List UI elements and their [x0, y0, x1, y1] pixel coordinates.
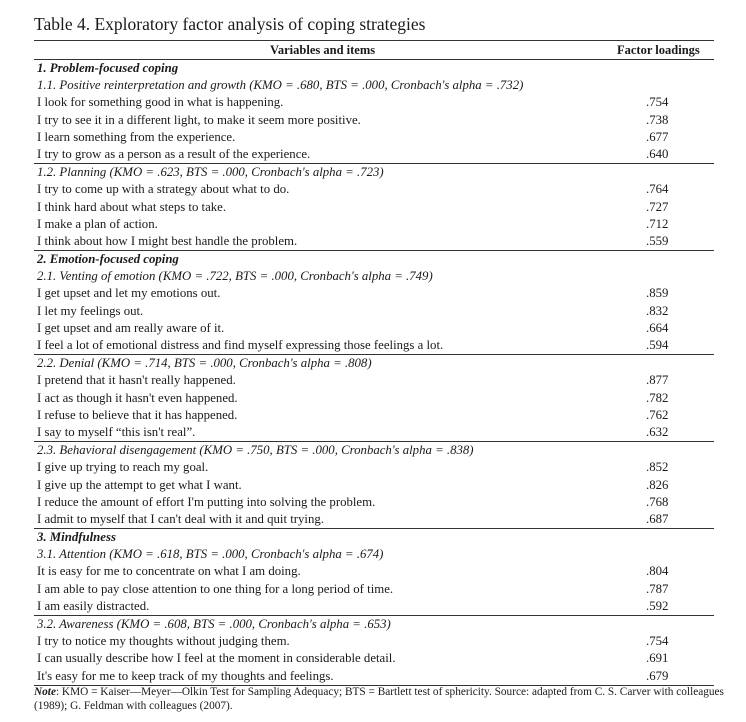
table-row [34, 129, 714, 146]
table-row [34, 285, 714, 302]
table-row [34, 233, 714, 251]
row-label: I make a plan of action. [37, 216, 158, 231]
row-label: 3.2. Awareness (KMO = .608, BTS = .000, Cronbach's alpha = .653) [37, 617, 391, 631]
factor-loading-value: .559 [646, 233, 669, 248]
table-row [34, 337, 714, 355]
row-label: I get upset and am really aware of it. [37, 320, 225, 335]
table-caption: Table 4. Exploratory factor analysis of coping strategies [34, 14, 426, 34]
section-heading-row [34, 529, 714, 546]
factor-loading-value: .764 [646, 182, 669, 197]
subscale-heading-row [34, 77, 714, 94]
table-row [34, 563, 714, 580]
table-body [34, 60, 714, 686]
factor-loading-value: .632 [646, 424, 669, 439]
row-label: 2.1. Venting of emotion (KMO = .722, BTS = .000, Cronbach's alpha = .749) [37, 269, 433, 284]
row-label: I say to myself “this isn't real”. [37, 424, 196, 439]
row-label: I am easily distracted. [37, 598, 150, 613]
factor-loading-value: .804 [646, 564, 669, 579]
row-label: I can usually describe how I feel at the moment in considerable detail. [37, 651, 396, 666]
factor-loading-value: .640 [646, 146, 669, 161]
row-label: I try to notice my thoughts without judging them. [37, 634, 290, 649]
factor-loading-value: .727 [646, 199, 669, 214]
factor-loading-value: .664 [646, 320, 669, 335]
section-heading-row [34, 60, 714, 77]
table-row [34, 407, 714, 424]
subscale-heading-row [34, 442, 714, 459]
row-label: 3. Mindfulness [37, 530, 116, 545]
factor-loading-value: .738 [646, 112, 669, 127]
subscale-heading-row [34, 164, 714, 181]
row-label: 1.2. Planning (KMO = .623, BTS = .000, Cronbach's alpha = .723) [37, 165, 384, 180]
table-row [34, 216, 714, 233]
table-row [34, 650, 714, 667]
row-label: I pretend that it hasn't really happened. [37, 373, 236, 388]
factor-loading-value: .832 [646, 303, 669, 318]
factor-loading-value: .677 [646, 129, 669, 144]
row-label: I give up trying to reach my goal. [37, 460, 209, 475]
table-row [34, 598, 714, 616]
column-header-variables: Variables and items [270, 43, 376, 57]
row-label: 2.2. Denial (KMO = .714, BTS = .000, Cronbach's alpha = .808) [37, 356, 372, 371]
row-label: I am able to pay close attention to one thing for a long period of time. [37, 581, 394, 596]
factor-loading-value: .762 [646, 407, 669, 422]
row-label: I refuse to believe that it has happened. [37, 407, 238, 422]
factor-loading-value: .592 [646, 598, 669, 613]
row-label: I let my feelings out. [37, 303, 144, 318]
factor-loading-value: .852 [646, 460, 669, 475]
factor-loading-value: .754 [646, 95, 669, 110]
table-row [34, 199, 714, 216]
subscale-heading-row [34, 616, 714, 633]
column-header-loadings: Factor loadings [617, 43, 700, 57]
factor-loading-value: .712 [646, 216, 669, 231]
factor-loading-value: .782 [646, 390, 669, 405]
table-row [34, 112, 714, 129]
row-label: I try to grow as a person as a result of the experience. [37, 146, 311, 161]
row-label: 3.1. Attention (KMO = .618, BTS = .000, Cronbach's alpha = .674) [37, 547, 384, 562]
table-row [34, 94, 714, 111]
row-label: 1. Problem-focused coping [37, 61, 179, 75]
table-row [34, 146, 714, 164]
row-label: I think hard about what steps to take. [37, 199, 227, 214]
row-label: I act as though it hasn't even happened. [37, 390, 238, 405]
subscale-heading-row [34, 546, 714, 563]
factor-loading-value: .877 [646, 373, 669, 388]
row-label: It is easy for me to concentrate on what I am doing. [37, 564, 301, 579]
table-row [34, 181, 714, 198]
row-label: It's easy for me to keep track of my thoughts and feelings. [37, 668, 334, 683]
note-label: Note [34, 686, 56, 698]
table-row [34, 633, 714, 650]
factor-loading-value: .787 [646, 581, 669, 596]
factor-loading-value: .679 [646, 668, 669, 683]
subscale-heading-row [34, 355, 714, 372]
table-note [34, 685, 724, 713]
row-label: I give up the attempt to get what I want. [37, 477, 242, 492]
table-row [34, 668, 714, 686]
table-row [34, 303, 714, 320]
row-label: I try to see it in a different light, to make it seem more positive. [37, 112, 361, 127]
table-row [34, 477, 714, 494]
factor-loading-value: .768 [646, 494, 669, 509]
table-row [34, 494, 714, 511]
table-row [34, 390, 714, 407]
row-label: I admit to myself that I can't deal with it and quit trying. [37, 511, 324, 526]
table-row [34, 511, 714, 529]
row-label: I learn something from the experience. [37, 129, 236, 144]
row-label: I think about how I might best handle the problem. [37, 233, 298, 248]
table-row [34, 424, 714, 442]
row-label: I look for something good in what is happening. [37, 95, 284, 110]
section-heading-row [34, 251, 714, 268]
table-row [34, 372, 714, 389]
row-label: I get upset and let my emotions out. [37, 286, 221, 301]
factor-loading-value: .826 [646, 477, 669, 492]
row-label: 2.3. Behavioral disengagement (KMO = .750, BTS = .000, Cronbach's alpha = .838) [37, 443, 474, 458]
row-label: I feel a lot of emotional distress and find myself expressing those feelings a lot. [37, 338, 444, 352]
row-label: I reduce the amount of effort I'm putting into solving the problem. [37, 494, 376, 509]
row-label: I try to come up with a strategy about what to do. [37, 182, 290, 197]
factor-loading-value: .859 [646, 286, 669, 301]
factor-loading-value: .687 [646, 511, 669, 526]
row-label: 1.1. Positive reinterpretation and growth (KMO = .680, BTS = .000, Cronbach's alpha = .732) [37, 78, 524, 93]
subscale-heading-row [34, 268, 714, 285]
factor-loading-value: .594 [646, 338, 669, 352]
table-row [34, 320, 714, 337]
factor-loading-value: .691 [646, 651, 669, 666]
table-row [34, 581, 714, 598]
factor-loading-value: .754 [646, 634, 669, 649]
row-label: 2. Emotion-focused coping [37, 252, 179, 267]
table-row [34, 459, 714, 476]
header-top-rule [34, 40, 714, 41]
note-text: : KMO = Kaiser—Meyer—Olkin Test for Sampling Adequacy; BTS = Bartlett test of sphericity. Source: adapted from C. S. Carver with colleagues (1989); G. Feldman with colleagues (2007). [34, 686, 724, 712]
